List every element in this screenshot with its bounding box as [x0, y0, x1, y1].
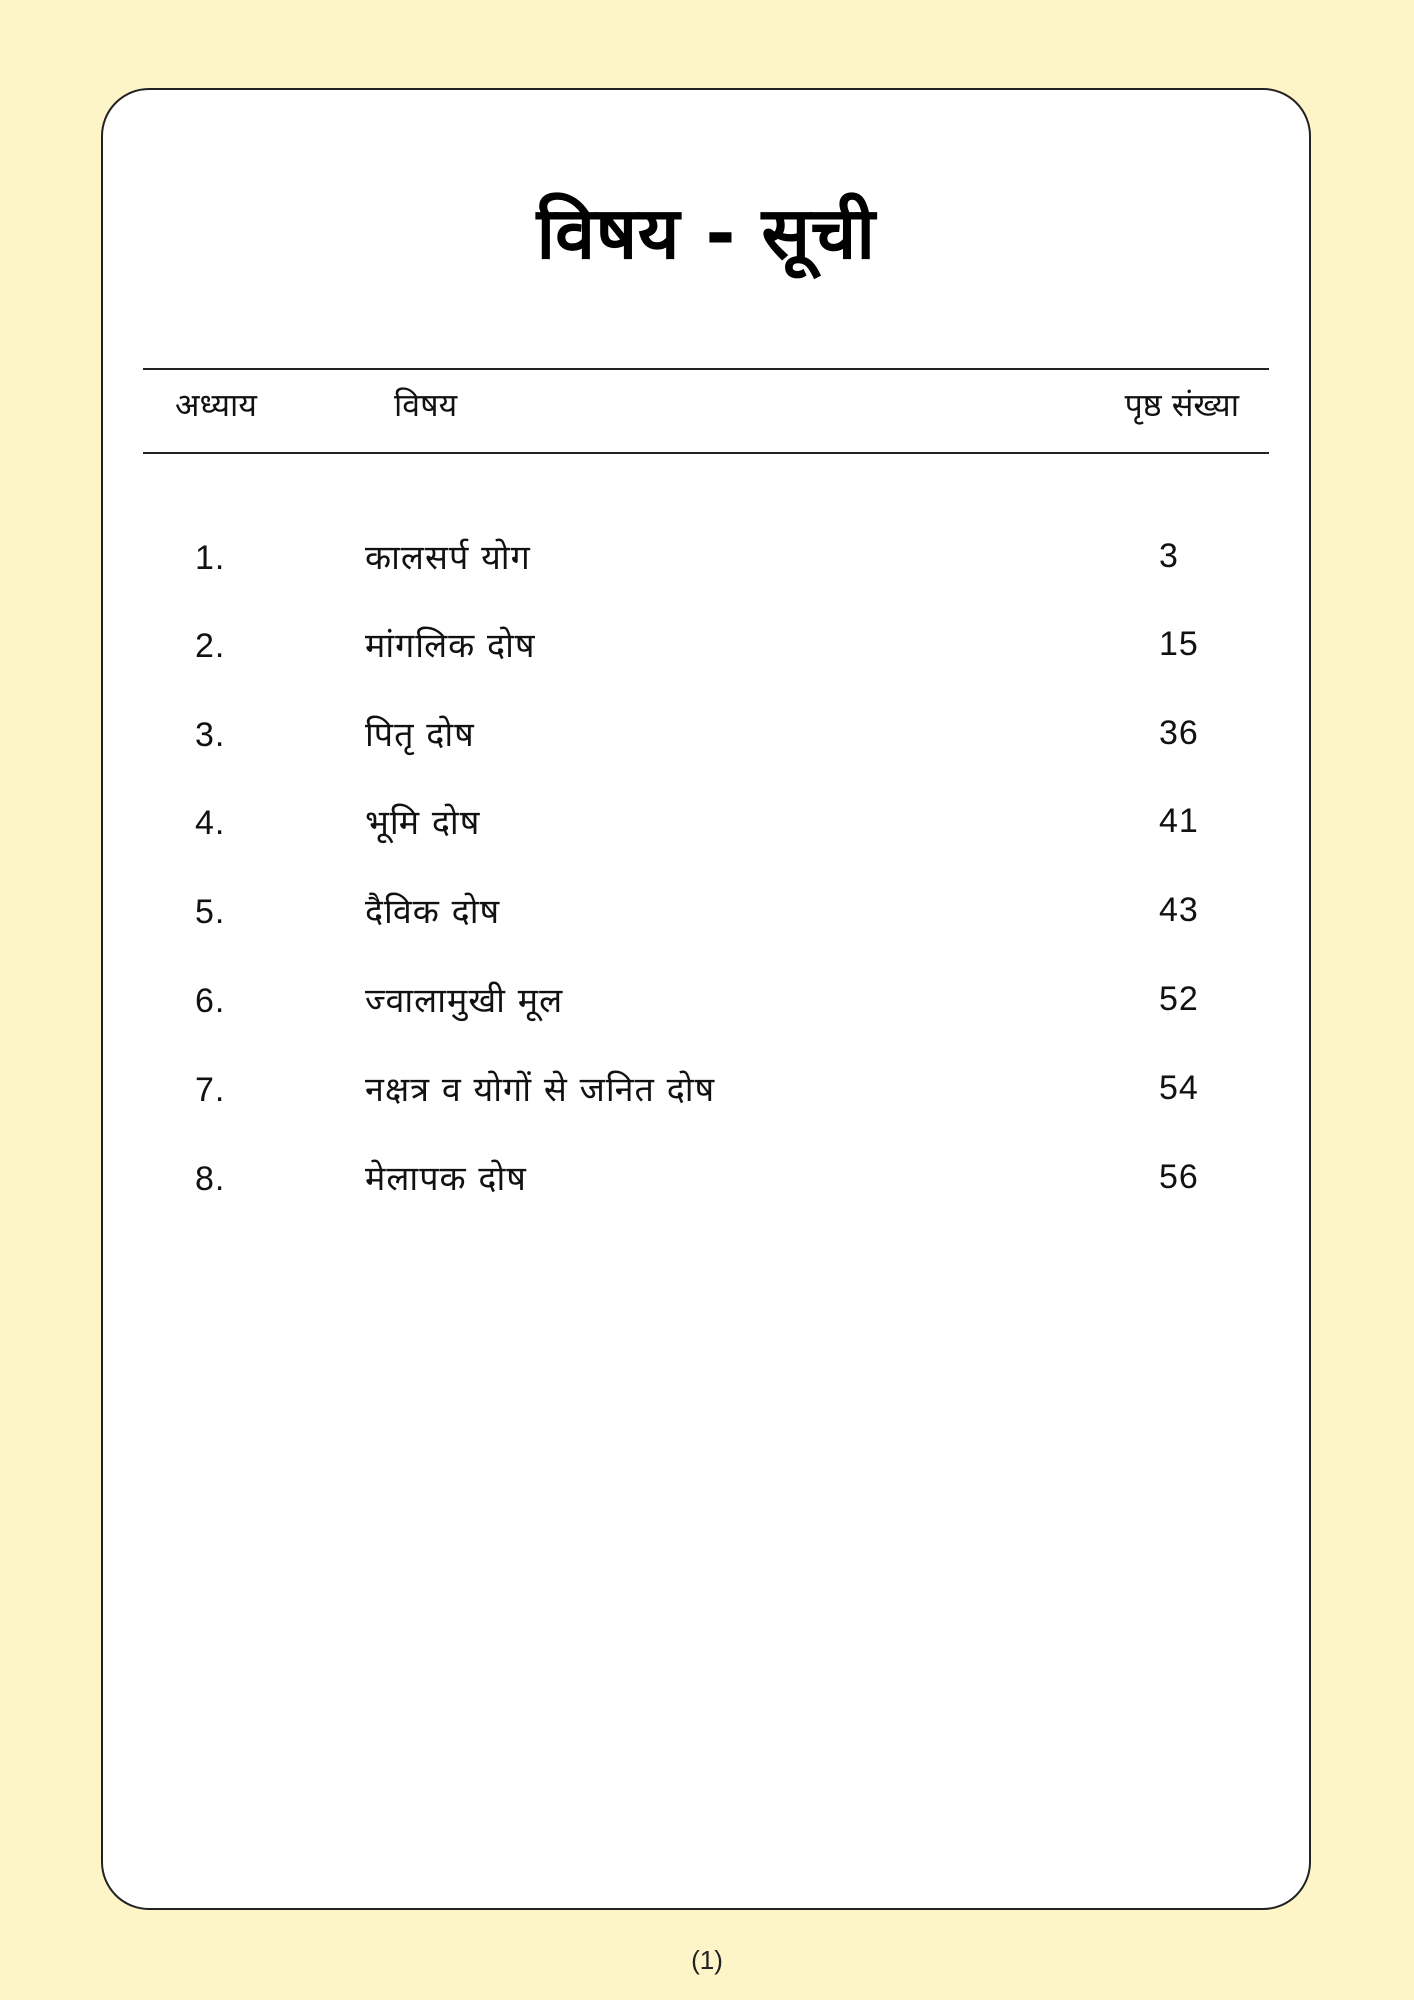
toc-entry[interactable] [103, 981, 1309, 1041]
toc-entry-title: कालसर्प योग [365, 538, 531, 578]
header-top-divider [143, 368, 1269, 370]
toc-entry[interactable] [103, 715, 1309, 775]
toc-entry-title: मेलापक दोष [365, 1159, 527, 1199]
toc-entry[interactable] [103, 892, 1309, 952]
toc-entry-page: 43 [1159, 891, 1199, 929]
column-header-subject: विषय [394, 386, 458, 424]
toc-entry-number: 2. [195, 627, 226, 665]
toc-entry-page: 3 [1159, 537, 1179, 575]
toc-entry-number: 5. [195, 893, 226, 931]
toc-entry-page: 41 [1159, 802, 1199, 840]
toc-entry[interactable] [103, 803, 1309, 863]
toc-entry-number: 7. [195, 1071, 226, 1109]
page-title: विषय - सूची [536, 191, 876, 275]
toc-entry-page: 15 [1159, 625, 1199, 663]
toc-entry-number: 4. [195, 804, 226, 842]
toc-entry-page: 52 [1159, 980, 1199, 1018]
toc-entry-title: पितृ दोष [365, 715, 475, 755]
toc-entry-number: 3. [195, 716, 226, 754]
toc-entry-number: 1. [195, 539, 226, 577]
toc-entry[interactable] [103, 1070, 1309, 1130]
toc-entry-title: ज्वालामुखी मूल [365, 981, 564, 1021]
toc-entry-title: दैविक दोष [365, 892, 501, 932]
toc-entry-page: 54 [1159, 1069, 1199, 1107]
toc-entry[interactable] [103, 626, 1309, 686]
toc-entry-page: 36 [1159, 714, 1199, 752]
column-header-page-number: पृष्ठ संख्या [1124, 386, 1239, 424]
toc-entry[interactable] [103, 1159, 1309, 1219]
toc-entry-title: नक्षत्र व योगों से जनित दोष [365, 1070, 716, 1110]
toc-entry-number: 8. [195, 1160, 226, 1198]
toc-entry-title: मांगलिक दोष [365, 626, 536, 666]
toc-entry-number: 6. [195, 982, 226, 1020]
column-header-chapter: अध्याय [175, 386, 257, 424]
toc-entry-page: 56 [1159, 1158, 1199, 1196]
header-bottom-divider [143, 452, 1269, 454]
toc-entry-title: भूमि दोष [365, 803, 481, 843]
content-card [101, 88, 1311, 1910]
toc-entry[interactable] [103, 538, 1309, 598]
page-number: (1) [691, 1945, 723, 1975]
